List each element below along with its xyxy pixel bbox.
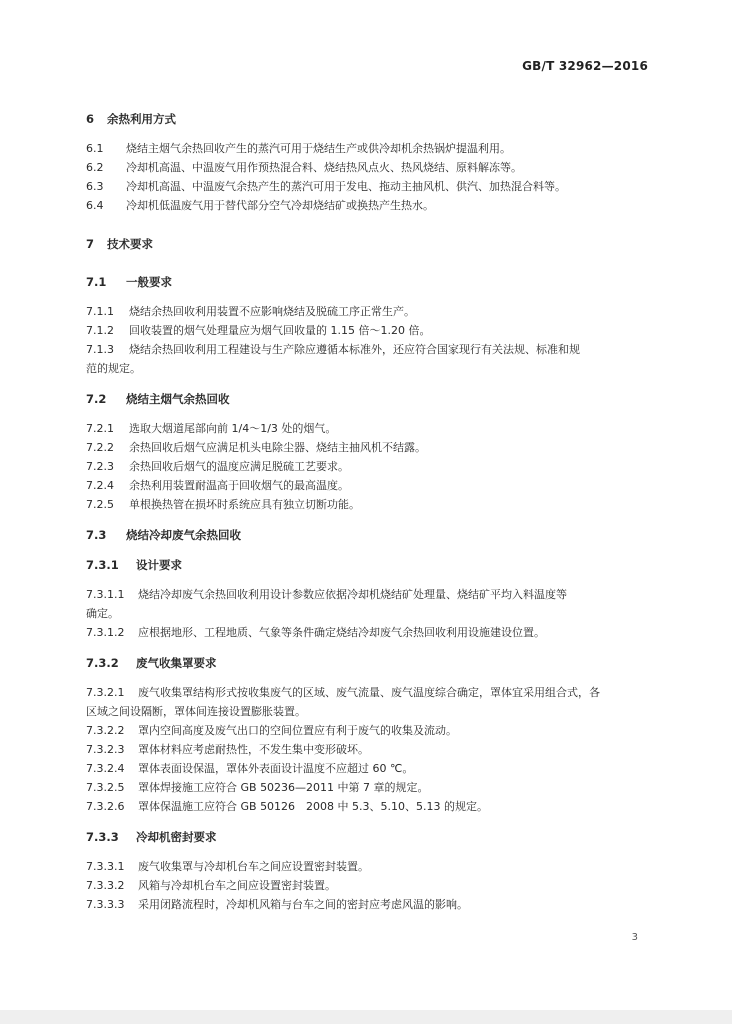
clause [86,161,658,175]
clause [86,460,658,474]
clause-text: 采用闭路流程时，冷却机风箱与台车之间的密封应考虑风温的影响。 [138,898,468,911]
clause-number: 7.3.1.2 [86,626,125,639]
clause-number: 7.1.1 [86,305,114,318]
clause-number: 7.2.2 [86,441,114,454]
clause-number: 7.2.1 [86,422,114,435]
subsubsection-title: 废气收集罩要求 [136,656,217,670]
clause-text: 风箱与冷却机台车之间应设置密封装置。 [138,879,336,892]
clause-number: 7.3.2.1 [86,686,125,699]
clause-number: 7.3.2.4 [86,762,125,775]
clause [86,879,658,893]
clause-text: 应根据地形、工程地质、气象等条件确定烧结冷却废气余热回收利用设施建设位置。 [138,626,545,639]
subsection-title: 一般要求 [126,275,172,289]
subsubsection-title: 冷却机密封要求 [136,830,217,844]
standard-code: GB/T 32962—2016 [522,59,648,73]
clause-text: 烧结余热回收利用工程建设与生产除应遵循本标准外，还应符合国家现行有关法规、标准和规 [129,343,580,356]
clause-text: 罩体焊接施工应符合 GB 50236—2011 中第 7 章的规定。 [138,781,429,794]
clause-text: 废气收集罩与冷却机台车之间应设置密封装置。 [138,860,369,873]
clause-text: 烧结主烟气余热回收产生的蒸汽可用于烧结生产或供冷却机余热锅炉提温利用。 [126,142,511,155]
subsection-heading [86,528,658,542]
clause-number: 7.3.2.2 [86,724,125,737]
page-number: 3 [631,932,638,943]
section-number: 7 [86,237,95,251]
clause-text: 冷却机低温废气用于替代部分空气冷却烧结矿或换热产生热水。 [126,199,434,212]
clause-text: 罩体保温施工应符合 GB 50126 2008 中 5.3、5.10、5.13 的规定。 [138,800,489,813]
clause [86,441,658,455]
clause [86,626,658,640]
clause-text: 余热回收后烟气应满足机头电除尘器、烧结主抽风机不结露。 [129,441,426,454]
clause [86,781,658,795]
clause-number: 7.3.2.6 [86,800,125,813]
page-bottom-band [0,1010,732,1024]
clause-text: 罩内空间高度及废气出口的空间位置应有利于废气的收集及流动。 [138,724,457,737]
clause-text: 单根换热管在损坏时系统应具有独立切断功能。 [129,498,360,511]
subsubsection-number: 7.3.2 [86,656,119,670]
clause-number: 7.2.3 [86,460,114,473]
clause [86,800,658,814]
section-title: 技术要求 [107,237,153,251]
clause-number: 7.1.3 [86,343,114,356]
clause-text: 回收装置的烟气处理量应为烟气回收量的 1.15 倍～1.20 倍。 [129,324,431,337]
section-number: 6 [86,112,95,126]
clause-number: 7.2.5 [86,498,114,511]
clause-text: 余热利用装置耐温高于回收烟气的最高温度。 [129,479,349,492]
clause-text: 烧结冷却废气余热回收利用设计参数应依据冷却机烧结矿处理量、烧结矿平均入料温度等 [138,588,567,601]
subsection-number: 7.3 [86,528,107,542]
clause-number: 6.1 [86,142,104,155]
subsection-number: 7.2 [86,392,107,406]
clause [86,199,658,213]
clause-number: 7.3.3.1 [86,860,125,873]
clause-text: 选取大烟道尾部向前 1/4～1/3 处的烟气。 [129,422,337,435]
clause-continuation: 范的规定。 [86,362,141,375]
section-title: 余热利用方式 [107,112,176,126]
clause-text: 冷却机高温、中温废气用作预热混合料、烧结热风点火、热风烧结、原料解冻等。 [126,161,522,174]
clause-text: 废气收集罩结构形式按收集废气的区域、废气流量、废气温度综合确定，罩体宜采用组合式，各 [138,686,600,699]
clause [86,479,658,493]
subsubsection-heading [86,558,658,572]
subsection-title: 烧结冷却废气余热回收 [126,528,241,542]
clause [86,743,658,757]
clause-number: 7.1.2 [86,324,114,337]
clause [86,762,658,776]
clause [86,588,658,602]
subsubsection-title: 设计要求 [136,558,182,572]
section-heading [86,112,658,126]
clause-text: 烧结余热回收利用装置不应影响烧结及脱硫工序正常生产。 [129,305,415,318]
clause [86,422,658,436]
subsection-heading [86,275,658,289]
clause [86,860,658,874]
clause-number: 7.3.2.3 [86,743,125,756]
clause-number: 7.2.4 [86,479,114,492]
clause [86,498,658,512]
document-body [86,112,658,912]
clause-text: 罩体材料应考虑耐热性，不发生集中变形破坏。 [138,743,369,756]
clause-number: 6.4 [86,199,104,212]
clause-number: 7.3.2.5 [86,781,125,794]
subsection-heading [86,392,658,406]
subsubsection-number: 7.3.3 [86,830,119,844]
subsubsection-heading [86,830,658,844]
clause-number: 6.3 [86,180,104,193]
clause [86,898,658,912]
subsection-title: 烧结主烟气余热回收 [126,392,230,406]
clause [86,724,658,738]
clause-number: 6.2 [86,161,104,174]
subsubsection-number: 7.3.1 [86,558,119,572]
clause-number: 7.3.3.3 [86,898,125,911]
clause [86,142,658,156]
clause-continuation: 区域之间设隔断，罩体间连接设置膨胀装置。 [86,705,306,718]
clause [86,324,658,338]
clause-number: 7.3.1.1 [86,588,125,601]
clause-text: 冷却机高温、中温废气余热产生的蒸汽可用于发电、拖动主抽风机、供汽、加热混合料等。 [126,180,566,193]
clause [86,305,658,319]
clause [86,180,658,194]
clause-continuation: 确定。 [86,607,119,620]
subsection-number: 7.1 [86,275,107,289]
clause-text: 余热回收后烟气的温度应满足脱硫工艺要求。 [129,460,349,473]
clause [86,343,658,357]
subsubsection-heading [86,656,658,670]
clause-text: 罩体表面设保温，罩体外表面设计温度不应超过 60 ℃。 [138,762,414,775]
clause [86,686,658,700]
section-heading [86,237,658,251]
clause-number: 7.3.3.2 [86,879,125,892]
